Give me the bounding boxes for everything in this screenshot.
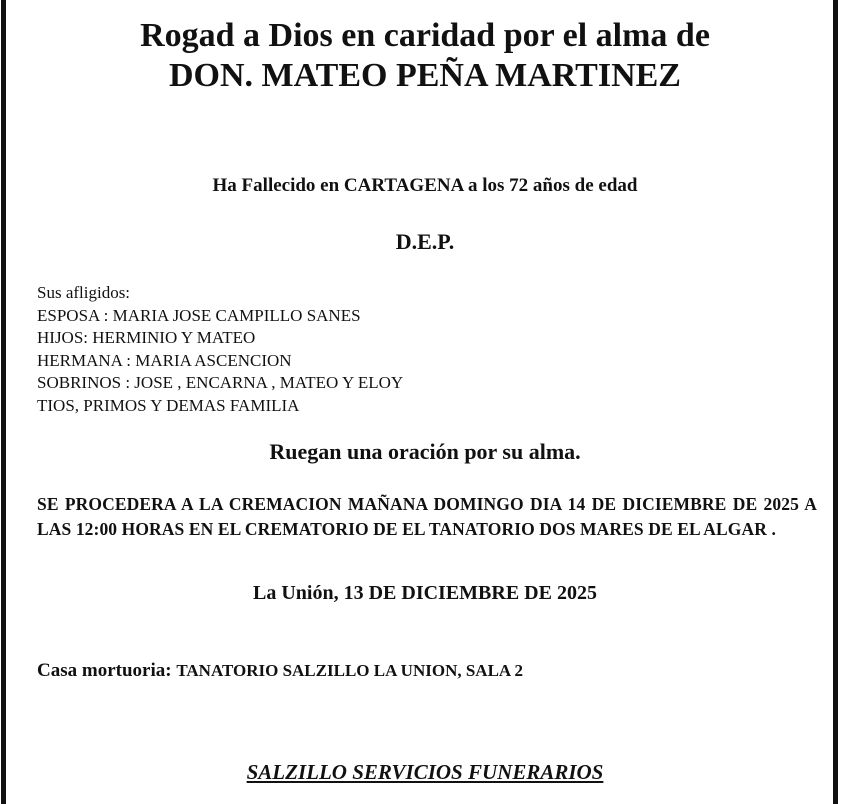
mortuary-label: Casa mortuoria: [37, 660, 172, 681]
family-line-sister: HERMANA : MARIA ASCENCION [37, 350, 292, 370]
heading-line-1: Rogad a Dios en caridad por el alma de [140, 17, 710, 54]
family-line-nephews: SOBRINOS : JOSE , ENCARNA , MATEO Y ELOY [37, 373, 404, 393]
family-intro: Sus afligidos: [37, 283, 131, 302]
deceased-name: DON. MATEO PEÑA MARTINEZ [169, 57, 681, 94]
left-border [1, 0, 6, 804]
family-line-children: HIJOS: HERMINIO Y MATEO [37, 328, 256, 348]
mortuary-place: TANATORIO SALZILLO LA UNION, SALA 2 [176, 661, 524, 680]
date-line: La Unión, 13 DE DICIEMBRE DE 2025 [253, 582, 597, 604]
family-line-spouse: ESPOSA : MARIA JOSE CAMPILLO SANES [37, 305, 361, 325]
death-statement: Ha Fallecido en CARTAGENA a los 72 años de edad [212, 175, 638, 196]
prayer-request: Ruegan una oración por su alma. [269, 439, 581, 464]
family-line-relatives: TIOS, PRIMOS Y DEMAS FAMILIA [37, 395, 300, 415]
mortuary-info [37, 658, 523, 684]
cremation-notice: SE PROCEDERA A LA CREMACION MAÑANA DOMINGO DIA 14 DE DICIEMBRE DE 2025 A LAS 12:00 HORAS EN EL CREMATORIO DE EL TANATORIO DOS MARES DE EL ALGAR . [37, 494, 817, 539]
dep-abbreviation: D.E.P. [395, 229, 455, 254]
funeral-home-name: SALZILLO SERVICIOS FUNERARIOS [246, 760, 604, 784]
family-list [37, 282, 403, 418]
right-border [833, 0, 838, 804]
